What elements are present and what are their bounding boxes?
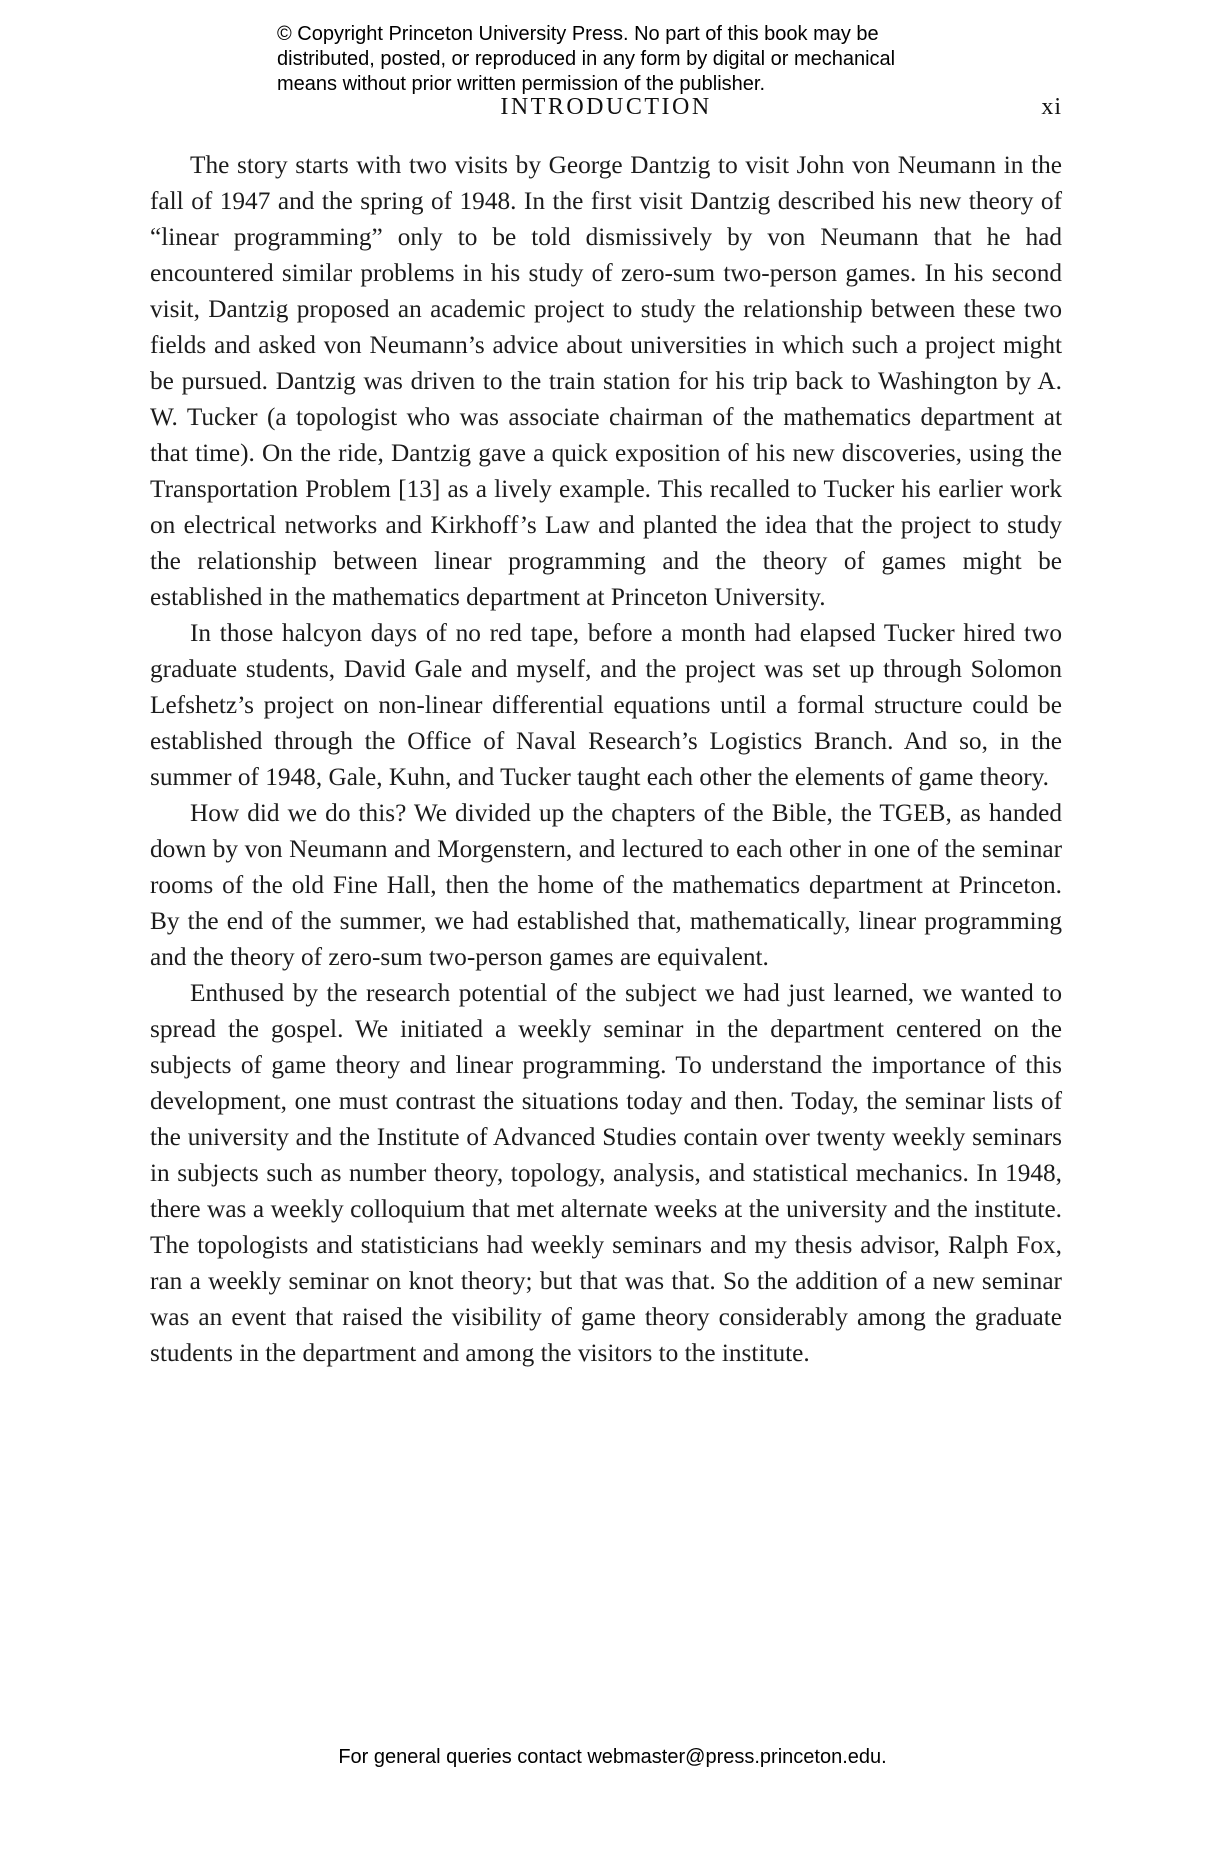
- copyright-notice: [277, 22, 1037, 97]
- copyright-notice-line: means without prior written permission of the publisher.: [277, 73, 766, 95]
- copyright-notice-line: distributed, posted, or reproduced in any form by digital or mechanical: [277, 48, 896, 70]
- body-text: [150, 147, 1062, 1371]
- paragraph: The story starts with two visits by George Dantzig to visit John von Neumann in the fall of 1947 and the spring of 1948. In the first visit Dantzig described his new theory of “linear programming” only to be told dismissively by von Neumann that he had encountered similar problems in his study of zero-sum two-person games. In his second visit, Dantzig proposed an academic project to study the relationship between these two fields and asked von Neumann’s advice about universities in which such a project might be pursued. Dantzig was driven to the train station for his trip back to Washington by A. W. Tucker (a topologist who was associate chairman of the mathematics department at that time). On the ride, Dantzig gave a quick exposition of his new discoveries, using the Transportation Problem [13] as a lively example. This recalled to Tucker his earlier work on electrical networks and Kirkhoff’s Law and planted the idea that the project to study the relationship between linear programming and the theory of games might be established in the mathematics department at Princeton University.: [150, 151, 1062, 611]
- chapter-title: INTRODUCTION: [500, 94, 712, 120]
- paragraph: Enthused by the research potential of the subject we had just learned, we wanted to spread the gospel. We initiated a weekly seminar in the department centered on the subjects of game theory and linear programming. To understand the importance of this development, one must contrast the situations today and then. Today, the seminar lists of the university and the Institute of Advanced Studies contain over twenty weekly seminars in subjects such as number theory, topology, analysis, and statistical mechanics. In 1948, there was a weekly colloquium that met alternate weeks at the university and the institute. The topologists and statisticians had weekly seminars and my thesis advisor, Ralph Fox, ran a weekly seminar on knot theory; but that was that. So the addition of a new seminar was an event that raised the visibility of game theory considerably among the graduate students in the department and among the visitors to the institute.: [150, 979, 1062, 1367]
- page-number: xi: [1041, 94, 1062, 120]
- running-head: [150, 92, 1062, 122]
- footer-contact: For general queries contact webmaster@press.princeton.edu.: [338, 1746, 887, 1768]
- paragraph: In those halcyon days of no red tape, before a month had elapsed Tucker hired two graduate students, David Gale and myself, and the project was set up through Solomon Lefshetz’s project on non-linear differential equations until a formal structure could be established through the Office of Naval Research’s Logistics Branch. And so, in the summer of 1948, Gale, Kuhn, and Tucker taught each other the elements of game theory.: [150, 619, 1062, 791]
- copyright-notice-line: © Copyright Princeton University Press. No part of this book may be: [277, 23, 879, 45]
- paragraph: How did we do this? We divided up the chapters of the Bible, the TGEB, as handed down by von Neumann and Morgenstern, and lectured to each other in one of the seminar rooms of the old Fine Hall, then the home of the mathematics department at Princeton. By the end of the summer, we had established that, mathematically, linear programming and the theory of zero-sum two-person games are equivalent.: [150, 799, 1062, 971]
